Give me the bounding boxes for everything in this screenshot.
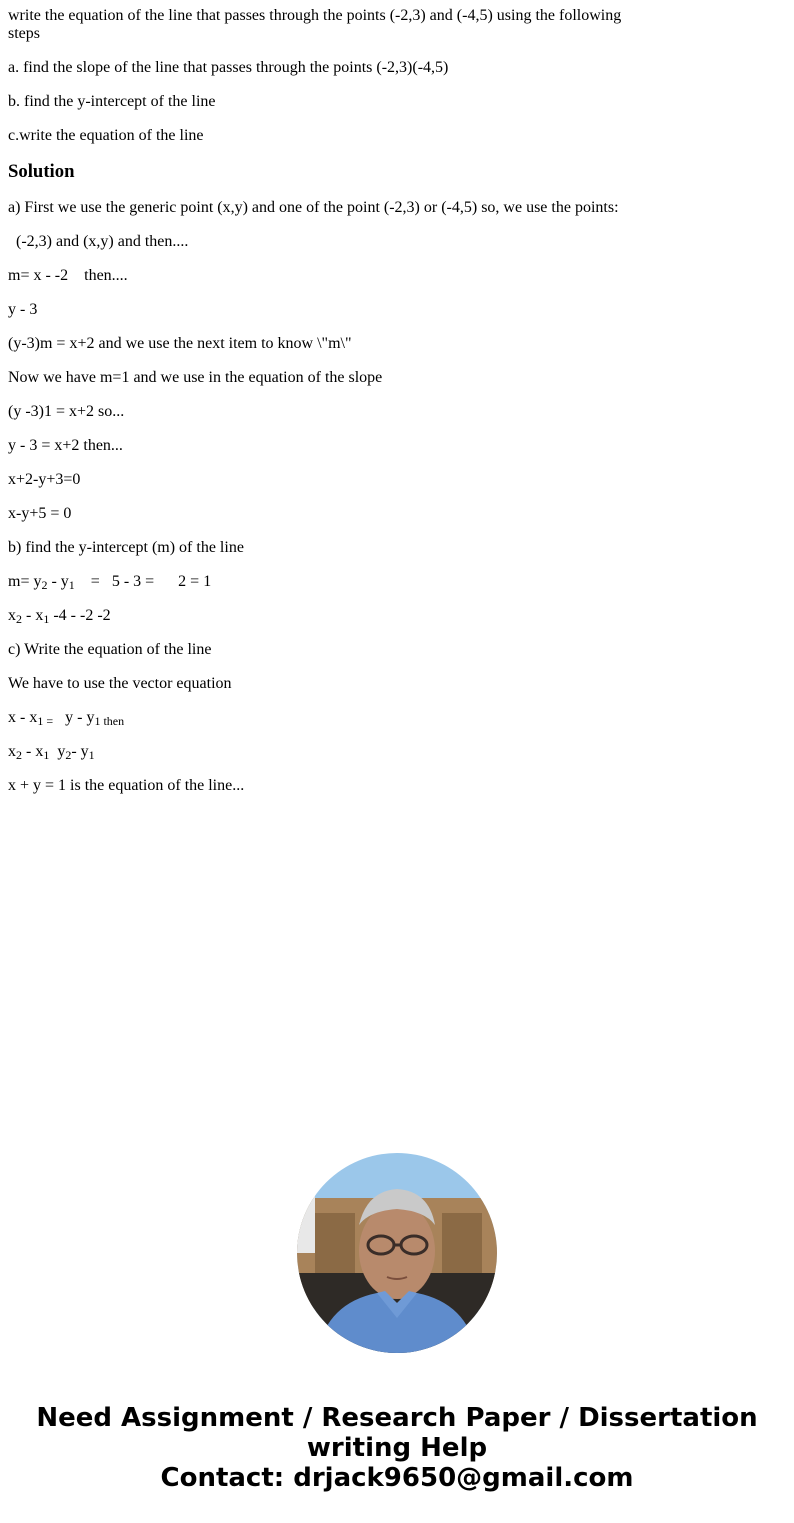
solution-paragraph: (-2,3) and (x,y) and then....: [8, 233, 189, 250]
subscript: 1: [68, 578, 75, 592]
solution-paragraph: y - 3: [8, 301, 38, 318]
formula-text: m= y: [8, 573, 42, 590]
slope-formula-numerator: [8, 573, 648, 591]
solution-paragraph: (y-3)m = x+2 and we use the next item to know \"m\": [8, 335, 352, 352]
solution-paragraph: We have to use the vector equation: [8, 675, 232, 692]
question-intro: write the equation of the line that passes through the points (-2,3) and (-4,5) using the following steps: [8, 7, 622, 42]
promo-contact: Contact: drjack9650@gmail.com: [160, 1463, 634, 1493]
solution-paragraph: c) Write the equation of the line: [8, 641, 212, 658]
subscript: 1 then: [94, 714, 125, 728]
solution-paragraph: a) First we use the generic point (x,y) and one of the point (-2,3) or (-4,5) so, we use the points:: [8, 199, 619, 216]
subscript: 2: [16, 748, 22, 762]
subscript: 1: [43, 612, 50, 626]
subscript: 1: [43, 748, 50, 762]
question-step-c: c.write the equation of the line: [8, 127, 204, 144]
solution-paragraph: m= x - -2 then....: [8, 267, 128, 284]
vector-equation-numerator: [8, 709, 648, 727]
formula-text: x - x: [8, 709, 38, 726]
subscript: 1 =: [37, 714, 54, 728]
formula-text: - x: [22, 607, 44, 624]
subscript: 2: [16, 612, 22, 626]
formula-text: y: [49, 743, 66, 760]
promo-line-2: writing Help: [306, 1433, 488, 1463]
solution-heading: Solution: [8, 161, 75, 182]
tutor-photo-graphic: [297, 1153, 497, 1353]
subscript: 1: [88, 748, 95, 762]
formula-text: -4 - -2 -2: [49, 607, 111, 624]
solution-paragraph: x-y+5 = 0: [8, 505, 72, 522]
formula-text: - y: [47, 573, 69, 590]
subscript: 2: [41, 578, 48, 592]
promo-line-1: Need Assignment / Research Paper / Dissertation: [36, 1403, 758, 1433]
tutor-photo: [297, 1153, 497, 1353]
formula-text: - y: [71, 743, 89, 760]
solution-paragraph: y - 3 = x+2 then...: [8, 437, 123, 454]
slope-formula-denominator: [8, 607, 648, 625]
formula-text: = 5 - 3 = 2 = 1: [74, 573, 212, 590]
formula-text: x: [8, 743, 16, 760]
promo-footer: [0, 1403, 794, 1493]
formula-text: x: [8, 607, 16, 624]
question-step-a: a. find the slope of the line that passes through the points (-2,3)(-4,5): [8, 59, 449, 76]
question-step-b: b. find the y-intercept of the line: [8, 93, 216, 110]
subscript: 2: [65, 748, 72, 762]
solution-paragraph: x+2-y+3=0: [8, 471, 81, 488]
document: [8, 7, 648, 811]
formula-text: - x: [22, 743, 44, 760]
solution-paragraph: x + y = 1 is the equation of the line...: [8, 777, 245, 794]
solution-paragraph: Now we have m=1 and we use in the equation of the slope: [8, 369, 383, 386]
solution-paragraph: (y -3)1 = x+2 so...: [8, 403, 125, 420]
vector-equation-denominator: [8, 743, 648, 761]
formula-text: y - y: [53, 709, 95, 726]
solution-paragraph: b) find the y-intercept (m) of the line: [8, 539, 244, 556]
